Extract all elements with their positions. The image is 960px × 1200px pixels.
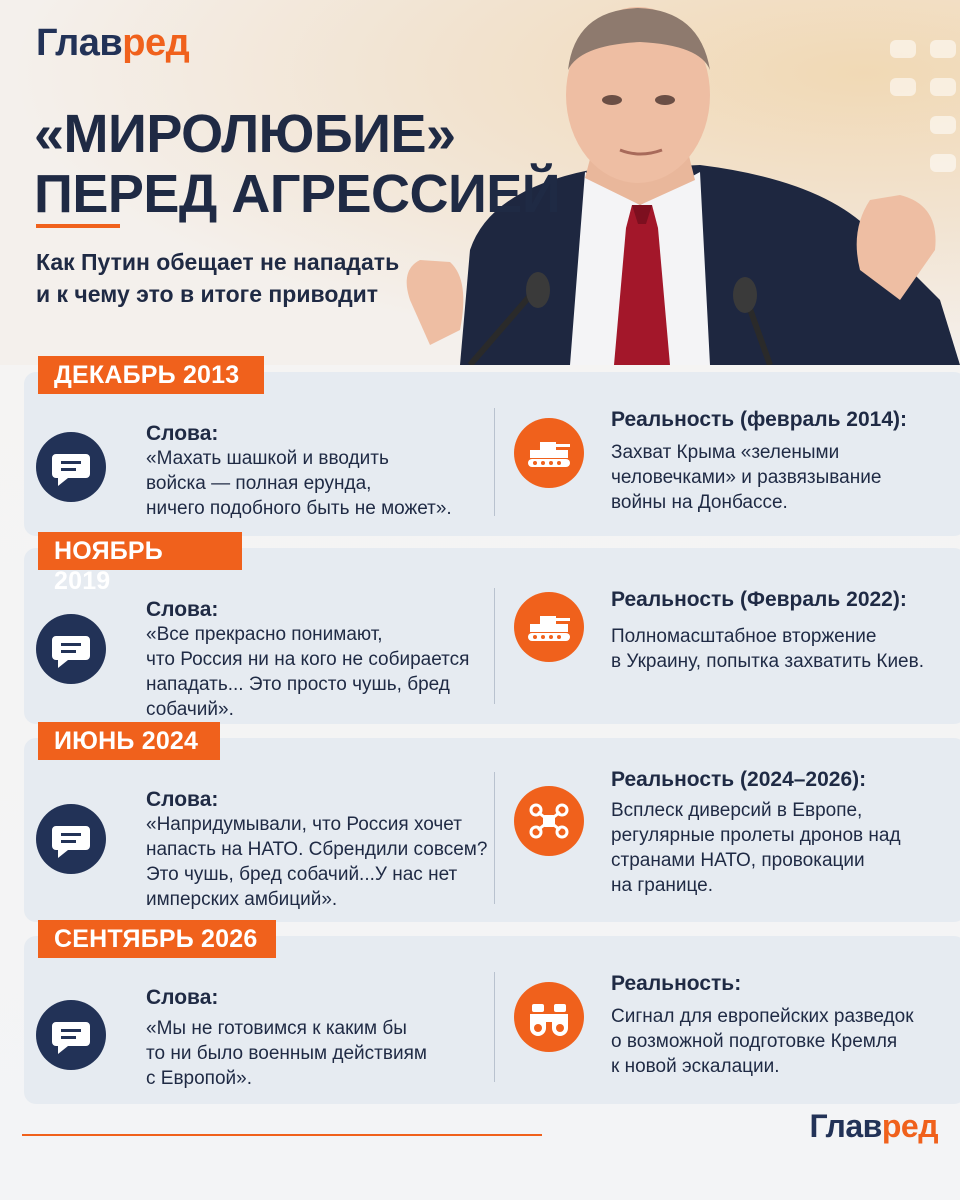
chat-bubble-icon — [36, 1000, 106, 1070]
reality-heading: Реальность: — [611, 972, 742, 995]
tank-icon — [514, 418, 584, 488]
card-divider — [494, 408, 495, 516]
quote-text: «Махать шашкой и вводить войска — полная ерунда, ничего подобного быть не может». — [146, 448, 452, 519]
reality-text: Полномасштабное вторжение в Украину, попытка захватить Киев. — [611, 626, 924, 672]
date-tag: ИЮНЬ 2024 — [38, 722, 220, 760]
footer-rule — [22, 1134, 542, 1136]
binoculars-icon — [514, 982, 584, 1052]
reality-text: Всплеск диверсий в Европе, регулярные пролеты дронов над странами НАТО, провокации на границе. — [611, 800, 901, 896]
reality-text: Сигнал для европейских разведок о возможной подготовке Кремля к новой эскалации. — [611, 1006, 914, 1077]
brand-logo-footer: Главред — [809, 1108, 938, 1144]
quote-text: «Напридумывали, что Россия хочет напасть на НАТО. Сбрендили совсем? Это чушь, бред собачий...У нас нет имперских амбиций». — [146, 814, 488, 910]
card-divider — [494, 972, 495, 1082]
chat-bubble-icon — [36, 614, 106, 684]
words-label: Слова: — [146, 598, 219, 621]
quote-text: «Все прекрасно понимают, что Россия ни на кого не собирается нападать... Это просто чушь, бред собачий». — [146, 624, 470, 720]
drone-icon — [514, 786, 584, 856]
title-accent-rule — [36, 224, 120, 228]
timeline-card — [24, 537, 960, 724]
chat-bubble-icon — [36, 432, 106, 502]
date-tag: ДЕКАБРЬ 2013 — [38, 356, 264, 394]
quote-text: «Мы не готовимся к каким бы то ни было военным действиям с Европой». — [146, 1018, 427, 1089]
hero-banner — [0, 0, 960, 365]
timeline-card — [24, 727, 960, 922]
words-label: Слова: — [146, 788, 219, 811]
reality-heading: Реальность (2024–2026): — [611, 768, 867, 791]
words-label: Слова: — [146, 986, 219, 1009]
words-label: Слова: — [146, 422, 219, 445]
date-tag: СЕНТЯБРЬ 2026 — [38, 920, 276, 958]
tank-icon — [514, 592, 584, 662]
reality-heading: Реальность (Февраль 2022): — [611, 588, 907, 611]
card-divider — [494, 588, 495, 704]
page-title: «МИРОЛЮБИЕ» ПЕРЕД АГРЕССИЕЙ — [34, 104, 561, 224]
reality-heading: Реальность (февраль 2014): — [611, 408, 908, 431]
brand-logo: Главред — [36, 22, 190, 64]
timeline-card — [24, 361, 960, 536]
timeline-card — [24, 925, 960, 1104]
page-subtitle: Как Путин обещает не нападать и к чему это в итоге приводит — [36, 249, 400, 307]
card-divider — [494, 772, 495, 904]
reality-text: Захват Крыма «зелеными человечками» и развязывание войны на Донбассе. — [611, 442, 882, 513]
chat-bubble-icon — [36, 804, 106, 874]
date-tag: НОЯБРЬ 2019 — [38, 532, 242, 570]
